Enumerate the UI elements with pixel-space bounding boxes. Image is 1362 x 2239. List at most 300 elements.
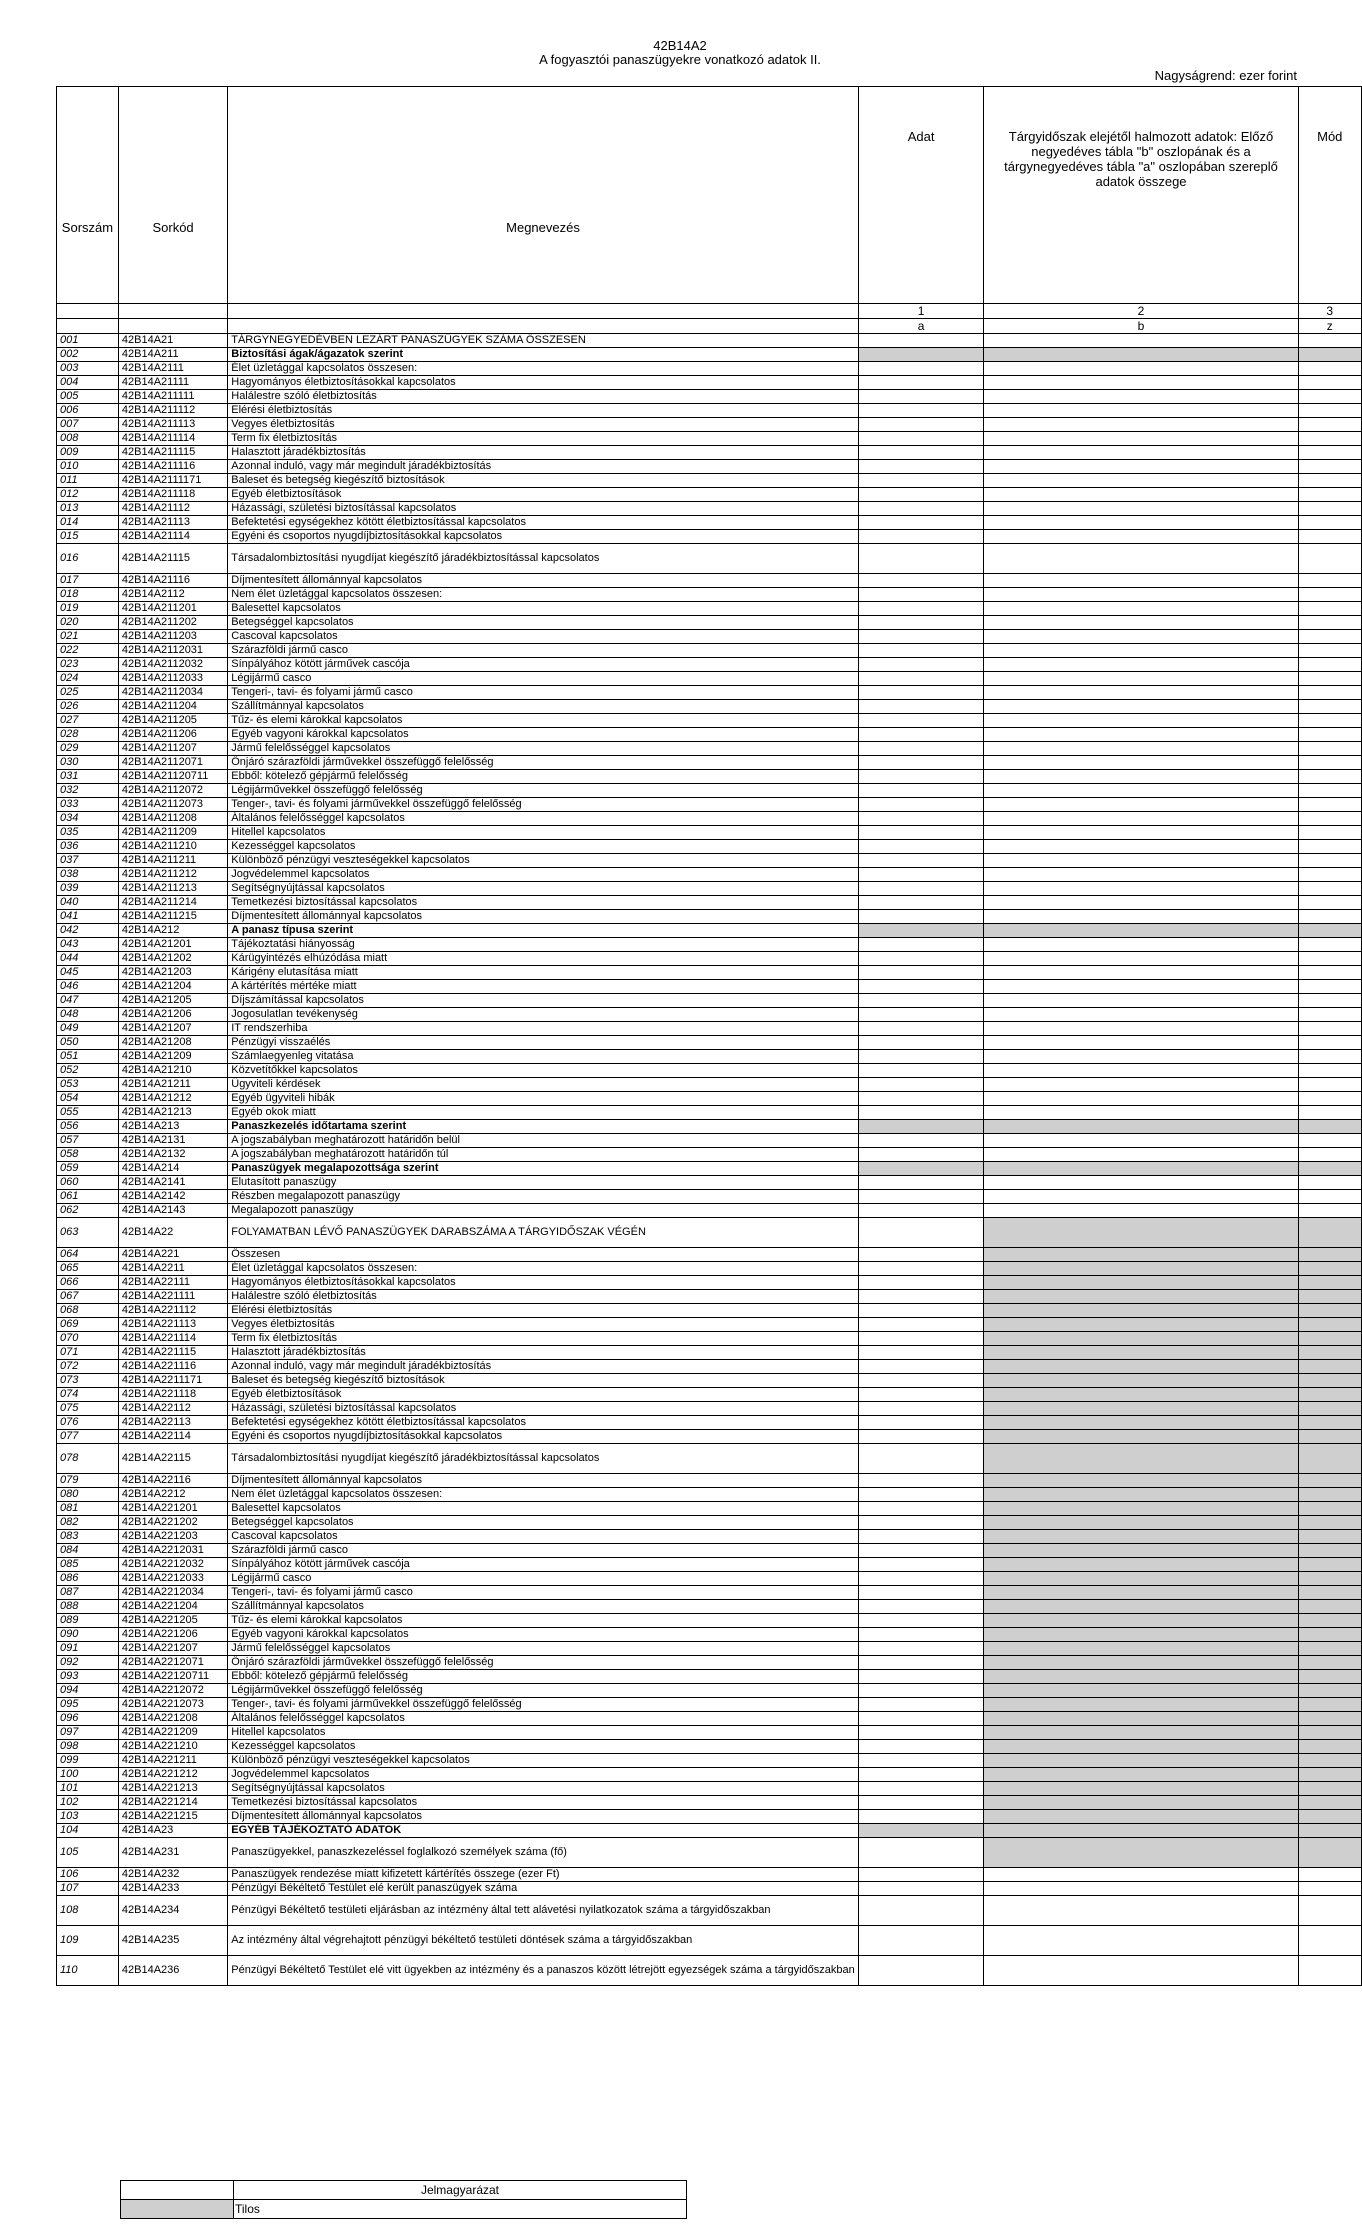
cell-adat-input[interactable] xyxy=(858,1586,984,1600)
cell-adat-input[interactable] xyxy=(858,348,984,362)
cell-adat-input[interactable] xyxy=(858,1162,984,1176)
cell-adat-input[interactable] xyxy=(858,1838,984,1868)
cell-adat-input[interactable] xyxy=(858,1008,984,1022)
cell-halmozott-input[interactable] xyxy=(984,700,1298,714)
cell-halmozott-input[interactable] xyxy=(984,1516,1298,1530)
cell-mod-input[interactable] xyxy=(1298,516,1361,530)
cell-adat-input[interactable] xyxy=(858,432,984,446)
cell-mod-input[interactable] xyxy=(1298,1926,1361,1956)
cell-adat-input[interactable] xyxy=(858,1078,984,1092)
cell-mod-input[interactable] xyxy=(1298,488,1361,502)
cell-adat-input[interactable] xyxy=(858,1022,984,1036)
cell-adat-input[interactable] xyxy=(858,1810,984,1824)
cell-mod-input[interactable] xyxy=(1298,1444,1361,1474)
cell-mod-input[interactable] xyxy=(1298,1022,1361,1036)
cell-halmozott-input[interactable] xyxy=(984,1824,1298,1838)
cell-halmozott-input[interactable] xyxy=(984,1628,1298,1642)
cell-mod-input[interactable] xyxy=(1298,882,1361,896)
cell-halmozott-input[interactable] xyxy=(984,1670,1298,1684)
cell-adat-input[interactable] xyxy=(858,1106,984,1120)
cell-halmozott-input[interactable] xyxy=(984,1796,1298,1810)
cell-halmozott-input[interactable] xyxy=(984,1064,1298,1078)
cell-halmozott-input[interactable] xyxy=(984,1740,1298,1754)
cell-adat-input[interactable] xyxy=(858,1444,984,1474)
cell-adat-input[interactable] xyxy=(858,1712,984,1726)
cell-mod-input[interactable] xyxy=(1298,700,1361,714)
cell-mod-input[interactable] xyxy=(1298,1726,1361,1740)
cell-adat-input[interactable] xyxy=(858,1488,984,1502)
cell-adat-input[interactable] xyxy=(858,924,984,938)
cell-adat-input[interactable] xyxy=(858,868,984,882)
cell-halmozott-input[interactable] xyxy=(984,854,1298,868)
cell-mod-input[interactable] xyxy=(1298,1796,1361,1810)
cell-halmozott-input[interactable] xyxy=(984,1600,1298,1614)
cell-halmozott-input[interactable] xyxy=(984,1868,1298,1882)
cell-mod-input[interactable] xyxy=(1298,1824,1361,1838)
cell-halmozott-input[interactable] xyxy=(984,334,1298,348)
cell-adat-input[interactable] xyxy=(858,1036,984,1050)
cell-mod-input[interactable] xyxy=(1298,1502,1361,1516)
cell-mod-input[interactable] xyxy=(1298,1474,1361,1488)
cell-adat-input[interactable] xyxy=(858,544,984,574)
cell-adat-input[interactable] xyxy=(858,1388,984,1402)
cell-adat-input[interactable] xyxy=(858,1374,984,1388)
cell-adat-input[interactable] xyxy=(858,376,984,390)
cell-halmozott-input[interactable] xyxy=(984,770,1298,784)
cell-mod-input[interactable] xyxy=(1298,1318,1361,1332)
cell-mod-input[interactable] xyxy=(1298,1190,1361,1204)
cell-adat-input[interactable] xyxy=(858,1402,984,1416)
cell-mod-input[interactable] xyxy=(1298,1148,1361,1162)
cell-mod-input[interactable] xyxy=(1298,1092,1361,1106)
cell-adat-input[interactable] xyxy=(858,1134,984,1148)
cell-adat-input[interactable] xyxy=(858,1318,984,1332)
cell-halmozott-input[interactable] xyxy=(984,376,1298,390)
cell-adat-input[interactable] xyxy=(858,1956,984,1986)
cell-mod-input[interactable] xyxy=(1298,1740,1361,1754)
cell-halmozott-input[interactable] xyxy=(984,1544,1298,1558)
cell-adat-input[interactable] xyxy=(858,574,984,588)
cell-mod-input[interactable] xyxy=(1298,1628,1361,1642)
cell-mod-input[interactable] xyxy=(1298,1402,1361,1416)
cell-adat-input[interactable] xyxy=(858,1148,984,1162)
cell-mod-input[interactable] xyxy=(1298,1078,1361,1092)
cell-adat-input[interactable] xyxy=(858,910,984,924)
cell-adat-input[interactable] xyxy=(858,588,984,602)
cell-adat-input[interactable] xyxy=(858,1304,984,1318)
cell-adat-input[interactable] xyxy=(858,1218,984,1248)
cell-halmozott-input[interactable] xyxy=(984,756,1298,770)
cell-mod-input[interactable] xyxy=(1298,854,1361,868)
cell-mod-input[interactable] xyxy=(1298,1488,1361,1502)
cell-mod-input[interactable] xyxy=(1298,616,1361,630)
cell-adat-input[interactable] xyxy=(858,1600,984,1614)
cell-mod-input[interactable] xyxy=(1298,714,1361,728)
cell-adat-input[interactable] xyxy=(858,616,984,630)
cell-adat-input[interactable] xyxy=(858,1516,984,1530)
cell-mod-input[interactable] xyxy=(1298,1276,1361,1290)
cell-halmozott-input[interactable] xyxy=(984,658,1298,672)
cell-adat-input[interactable] xyxy=(858,1502,984,1516)
cell-adat-input[interactable] xyxy=(858,812,984,826)
cell-adat-input[interactable] xyxy=(858,1050,984,1064)
cell-mod-input[interactable] xyxy=(1298,966,1361,980)
cell-halmozott-input[interactable] xyxy=(984,1896,1298,1926)
cell-mod-input[interactable] xyxy=(1298,1360,1361,1374)
cell-adat-input[interactable] xyxy=(858,672,984,686)
cell-halmozott-input[interactable] xyxy=(984,784,1298,798)
cell-halmozott-input[interactable] xyxy=(984,938,1298,952)
cell-mod-input[interactable] xyxy=(1298,1768,1361,1782)
cell-mod-input[interactable] xyxy=(1298,1008,1361,1022)
cell-adat-input[interactable] xyxy=(858,1796,984,1810)
cell-halmozott-input[interactable] xyxy=(984,574,1298,588)
cell-halmozott-input[interactable] xyxy=(984,1218,1298,1248)
cell-adat-input[interactable] xyxy=(858,502,984,516)
cell-mod-input[interactable] xyxy=(1298,686,1361,700)
cell-halmozott-input[interactable] xyxy=(984,1290,1298,1304)
cell-mod-input[interactable] xyxy=(1298,1036,1361,1050)
cell-halmozott-input[interactable] xyxy=(984,446,1298,460)
cell-mod-input[interactable] xyxy=(1298,1572,1361,1586)
cell-adat-input[interactable] xyxy=(858,1092,984,1106)
cell-halmozott-input[interactable] xyxy=(984,1050,1298,1064)
cell-adat-input[interactable] xyxy=(858,488,984,502)
cell-halmozott-input[interactable] xyxy=(984,1698,1298,1712)
cell-mod-input[interactable] xyxy=(1298,1304,1361,1318)
cell-adat-input[interactable] xyxy=(858,446,984,460)
cell-mod-input[interactable] xyxy=(1298,404,1361,418)
cell-mod-input[interactable] xyxy=(1298,1162,1361,1176)
cell-adat-input[interactable] xyxy=(858,418,984,432)
cell-halmozott-input[interactable] xyxy=(984,1276,1298,1290)
cell-halmozott-input[interactable] xyxy=(984,952,1298,966)
cell-mod-input[interactable] xyxy=(1298,1516,1361,1530)
cell-adat-input[interactable] xyxy=(858,966,984,980)
cell-halmozott-input[interactable] xyxy=(984,1586,1298,1600)
cell-adat-input[interactable] xyxy=(858,1628,984,1642)
cell-mod-input[interactable] xyxy=(1298,1712,1361,1726)
cell-halmozott-input[interactable] xyxy=(984,980,1298,994)
cell-halmozott-input[interactable] xyxy=(984,826,1298,840)
cell-halmozott-input[interactable] xyxy=(984,1926,1298,1956)
cell-halmozott-input[interactable] xyxy=(984,1614,1298,1628)
cell-mod-input[interactable] xyxy=(1298,910,1361,924)
cell-mod-input[interactable] xyxy=(1298,1416,1361,1430)
cell-mod-input[interactable] xyxy=(1298,1050,1361,1064)
cell-mod-input[interactable] xyxy=(1298,1332,1361,1346)
cell-mod-input[interactable] xyxy=(1298,644,1361,658)
cell-halmozott-input[interactable] xyxy=(984,1956,1298,1986)
cell-mod-input[interactable] xyxy=(1298,1530,1361,1544)
cell-halmozott-input[interactable] xyxy=(984,966,1298,980)
cell-mod-input[interactable] xyxy=(1298,418,1361,432)
cell-halmozott-input[interactable] xyxy=(984,1134,1298,1148)
cell-halmozott-input[interactable] xyxy=(984,1430,1298,1444)
cell-halmozott-input[interactable] xyxy=(984,1120,1298,1134)
cell-mod-input[interactable] xyxy=(1298,1346,1361,1360)
cell-adat-input[interactable] xyxy=(858,1190,984,1204)
cell-mod-input[interactable] xyxy=(1298,784,1361,798)
cell-mod-input[interactable] xyxy=(1298,770,1361,784)
cell-adat-input[interactable] xyxy=(858,1698,984,1712)
cell-adat-input[interactable] xyxy=(858,980,984,994)
cell-mod-input[interactable] xyxy=(1298,376,1361,390)
cell-halmozott-input[interactable] xyxy=(984,1190,1298,1204)
cell-adat-input[interactable] xyxy=(858,516,984,530)
cell-adat-input[interactable] xyxy=(858,1882,984,1896)
cell-halmozott-input[interactable] xyxy=(984,1148,1298,1162)
cell-halmozott-input[interactable] xyxy=(984,432,1298,446)
cell-mod-input[interactable] xyxy=(1298,826,1361,840)
cell-mod-input[interactable] xyxy=(1298,1204,1361,1218)
cell-adat-input[interactable] xyxy=(858,602,984,616)
cell-mod-input[interactable] xyxy=(1298,980,1361,994)
cell-halmozott-input[interactable] xyxy=(984,1530,1298,1544)
cell-mod-input[interactable] xyxy=(1298,896,1361,910)
cell-adat-input[interactable] xyxy=(858,854,984,868)
cell-halmozott-input[interactable] xyxy=(984,1656,1298,1670)
cell-halmozott-input[interactable] xyxy=(984,348,1298,362)
cell-halmozott-input[interactable] xyxy=(984,1360,1298,1374)
cell-adat-input[interactable] xyxy=(858,1346,984,1360)
cell-halmozott-input[interactable] xyxy=(984,742,1298,756)
cell-adat-input[interactable] xyxy=(858,530,984,544)
cell-mod-input[interactable] xyxy=(1298,530,1361,544)
cell-halmozott-input[interactable] xyxy=(984,1304,1298,1318)
cell-halmozott-input[interactable] xyxy=(984,686,1298,700)
cell-mod-input[interactable] xyxy=(1298,502,1361,516)
cell-adat-input[interactable] xyxy=(858,994,984,1008)
cell-mod-input[interactable] xyxy=(1298,432,1361,446)
cell-mod-input[interactable] xyxy=(1298,1614,1361,1628)
cell-halmozott-input[interactable] xyxy=(984,1416,1298,1430)
cell-halmozott-input[interactable] xyxy=(984,390,1298,404)
cell-halmozott-input[interactable] xyxy=(984,602,1298,616)
cell-mod-input[interactable] xyxy=(1298,1656,1361,1670)
cell-halmozott-input[interactable] xyxy=(984,1248,1298,1262)
cell-mod-input[interactable] xyxy=(1298,334,1361,348)
cell-mod-input[interactable] xyxy=(1298,474,1361,488)
cell-halmozott-input[interactable] xyxy=(984,1810,1298,1824)
cell-adat-input[interactable] xyxy=(858,1416,984,1430)
cell-halmozott-input[interactable] xyxy=(984,1754,1298,1768)
cell-adat-input[interactable] xyxy=(858,1430,984,1444)
cell-halmozott-input[interactable] xyxy=(984,488,1298,502)
cell-halmozott-input[interactable] xyxy=(984,1838,1298,1868)
cell-halmozott-input[interactable] xyxy=(984,1572,1298,1586)
cell-adat-input[interactable] xyxy=(858,1360,984,1374)
cell-mod-input[interactable] xyxy=(1298,446,1361,460)
cell-halmozott-input[interactable] xyxy=(984,502,1298,516)
cell-halmozott-input[interactable] xyxy=(984,1204,1298,1218)
cell-adat-input[interactable] xyxy=(858,1824,984,1838)
cell-adat-input[interactable] xyxy=(858,1262,984,1276)
cell-adat-input[interactable] xyxy=(858,630,984,644)
cell-mod-input[interactable] xyxy=(1298,574,1361,588)
cell-adat-input[interactable] xyxy=(858,742,984,756)
cell-mod-input[interactable] xyxy=(1298,1134,1361,1148)
cell-mod-input[interactable] xyxy=(1298,812,1361,826)
cell-halmozott-input[interactable] xyxy=(984,1782,1298,1796)
cell-halmozott-input[interactable] xyxy=(984,362,1298,376)
cell-mod-input[interactable] xyxy=(1298,1782,1361,1796)
cell-halmozott-input[interactable] xyxy=(984,1036,1298,1050)
cell-adat-input[interactable] xyxy=(858,1740,984,1754)
cell-mod-input[interactable] xyxy=(1298,1810,1361,1824)
cell-adat-input[interactable] xyxy=(858,1176,984,1190)
cell-halmozott-input[interactable] xyxy=(984,544,1298,574)
cell-adat-input[interactable] xyxy=(858,1290,984,1304)
cell-adat-input[interactable] xyxy=(858,714,984,728)
cell-halmozott-input[interactable] xyxy=(984,1092,1298,1106)
cell-mod-input[interactable] xyxy=(1298,994,1361,1008)
cell-halmozott-input[interactable] xyxy=(984,910,1298,924)
cell-adat-input[interactable] xyxy=(858,1684,984,1698)
cell-adat-input[interactable] xyxy=(858,1248,984,1262)
cell-halmozott-input[interactable] xyxy=(984,1374,1298,1388)
cell-mod-input[interactable] xyxy=(1298,1868,1361,1882)
cell-adat-input[interactable] xyxy=(858,1656,984,1670)
cell-halmozott-input[interactable] xyxy=(984,460,1298,474)
cell-mod-input[interactable] xyxy=(1298,658,1361,672)
cell-mod-input[interactable] xyxy=(1298,1064,1361,1078)
cell-mod-input[interactable] xyxy=(1298,1600,1361,1614)
cell-mod-input[interactable] xyxy=(1298,728,1361,742)
cell-adat-input[interactable] xyxy=(858,1474,984,1488)
cell-adat-input[interactable] xyxy=(858,798,984,812)
cell-halmozott-input[interactable] xyxy=(984,1346,1298,1360)
cell-halmozott-input[interactable] xyxy=(984,1388,1298,1402)
cell-halmozott-input[interactable] xyxy=(984,630,1298,644)
cell-mod-input[interactable] xyxy=(1298,672,1361,686)
cell-adat-input[interactable] xyxy=(858,700,984,714)
cell-mod-input[interactable] xyxy=(1298,1388,1361,1402)
cell-adat-input[interactable] xyxy=(858,362,984,376)
cell-adat-input[interactable] xyxy=(858,1642,984,1656)
cell-halmozott-input[interactable] xyxy=(984,728,1298,742)
cell-mod-input[interactable] xyxy=(1298,1290,1361,1304)
cell-halmozott-input[interactable] xyxy=(984,924,1298,938)
cell-mod-input[interactable] xyxy=(1298,1684,1361,1698)
cell-adat-input[interactable] xyxy=(858,1558,984,1572)
cell-adat-input[interactable] xyxy=(858,728,984,742)
cell-adat-input[interactable] xyxy=(858,1614,984,1628)
cell-adat-input[interactable] xyxy=(858,334,984,348)
cell-adat-input[interactable] xyxy=(858,474,984,488)
cell-halmozott-input[interactable] xyxy=(984,1684,1298,1698)
cell-adat-input[interactable] xyxy=(858,840,984,854)
cell-adat-input[interactable] xyxy=(858,404,984,418)
cell-halmozott-input[interactable] xyxy=(984,1474,1298,1488)
cell-mod-input[interactable] xyxy=(1298,1558,1361,1572)
cell-halmozott-input[interactable] xyxy=(984,418,1298,432)
cell-mod-input[interactable] xyxy=(1298,1956,1361,1986)
cell-halmozott-input[interactable] xyxy=(984,868,1298,882)
cell-mod-input[interactable] xyxy=(1298,1754,1361,1768)
cell-halmozott-input[interactable] xyxy=(984,1332,1298,1346)
cell-halmozott-input[interactable] xyxy=(984,530,1298,544)
cell-halmozott-input[interactable] xyxy=(984,1444,1298,1474)
cell-adat-input[interactable] xyxy=(858,756,984,770)
cell-adat-input[interactable] xyxy=(858,952,984,966)
cell-adat-input[interactable] xyxy=(858,1768,984,1782)
cell-mod-input[interactable] xyxy=(1298,1120,1361,1134)
cell-mod-input[interactable] xyxy=(1298,1642,1361,1656)
cell-halmozott-input[interactable] xyxy=(984,1162,1298,1176)
cell-halmozott-input[interactable] xyxy=(984,1402,1298,1416)
cell-adat-input[interactable] xyxy=(858,1926,984,1956)
cell-mod-input[interactable] xyxy=(1298,742,1361,756)
cell-adat-input[interactable] xyxy=(858,1754,984,1768)
cell-mod-input[interactable] xyxy=(1298,1670,1361,1684)
cell-mod-input[interactable] xyxy=(1298,938,1361,952)
cell-adat-input[interactable] xyxy=(858,770,984,784)
cell-halmozott-input[interactable] xyxy=(984,474,1298,488)
cell-halmozott-input[interactable] xyxy=(984,1106,1298,1120)
cell-adat-input[interactable] xyxy=(858,460,984,474)
cell-mod-input[interactable] xyxy=(1298,602,1361,616)
cell-adat-input[interactable] xyxy=(858,658,984,672)
cell-adat-input[interactable] xyxy=(858,1332,984,1346)
cell-halmozott-input[interactable] xyxy=(984,516,1298,530)
cell-halmozott-input[interactable] xyxy=(984,1022,1298,1036)
cell-adat-input[interactable] xyxy=(858,644,984,658)
cell-halmozott-input[interactable] xyxy=(984,1642,1298,1656)
cell-mod-input[interactable] xyxy=(1298,1262,1361,1276)
cell-halmozott-input[interactable] xyxy=(984,882,1298,896)
cell-halmozott-input[interactable] xyxy=(984,714,1298,728)
cell-halmozott-input[interactable] xyxy=(984,994,1298,1008)
cell-halmozott-input[interactable] xyxy=(984,1318,1298,1332)
cell-halmozott-input[interactable] xyxy=(984,1502,1298,1516)
cell-halmozott-input[interactable] xyxy=(984,1176,1298,1190)
cell-halmozott-input[interactable] xyxy=(984,1558,1298,1572)
cell-adat-input[interactable] xyxy=(858,1572,984,1586)
cell-adat-input[interactable] xyxy=(858,1204,984,1218)
cell-adat-input[interactable] xyxy=(858,896,984,910)
cell-mod-input[interactable] xyxy=(1298,1586,1361,1600)
cell-mod-input[interactable] xyxy=(1298,1218,1361,1248)
cell-halmozott-input[interactable] xyxy=(984,672,1298,686)
cell-mod-input[interactable] xyxy=(1298,924,1361,938)
cell-mod-input[interactable] xyxy=(1298,1374,1361,1388)
cell-mod-input[interactable] xyxy=(1298,1106,1361,1120)
cell-adat-input[interactable] xyxy=(858,1670,984,1684)
cell-adat-input[interactable] xyxy=(858,1064,984,1078)
cell-adat-input[interactable] xyxy=(858,1782,984,1796)
cell-halmozott-input[interactable] xyxy=(984,1078,1298,1092)
cell-adat-input[interactable] xyxy=(858,1276,984,1290)
cell-mod-input[interactable] xyxy=(1298,390,1361,404)
cell-adat-input[interactable] xyxy=(858,390,984,404)
cell-halmozott-input[interactable] xyxy=(984,1262,1298,1276)
cell-adat-input[interactable] xyxy=(858,1120,984,1134)
cell-mod-input[interactable] xyxy=(1298,1838,1361,1868)
cell-adat-input[interactable] xyxy=(858,1530,984,1544)
cell-mod-input[interactable] xyxy=(1298,868,1361,882)
cell-halmozott-input[interactable] xyxy=(984,840,1298,854)
cell-adat-input[interactable] xyxy=(858,882,984,896)
cell-mod-input[interactable] xyxy=(1298,798,1361,812)
cell-halmozott-input[interactable] xyxy=(984,1768,1298,1782)
cell-mod-input[interactable] xyxy=(1298,588,1361,602)
cell-adat-input[interactable] xyxy=(858,1896,984,1926)
cell-adat-input[interactable] xyxy=(858,686,984,700)
cell-mod-input[interactable] xyxy=(1298,1176,1361,1190)
cell-mod-input[interactable] xyxy=(1298,1430,1361,1444)
cell-halmozott-input[interactable] xyxy=(984,404,1298,418)
